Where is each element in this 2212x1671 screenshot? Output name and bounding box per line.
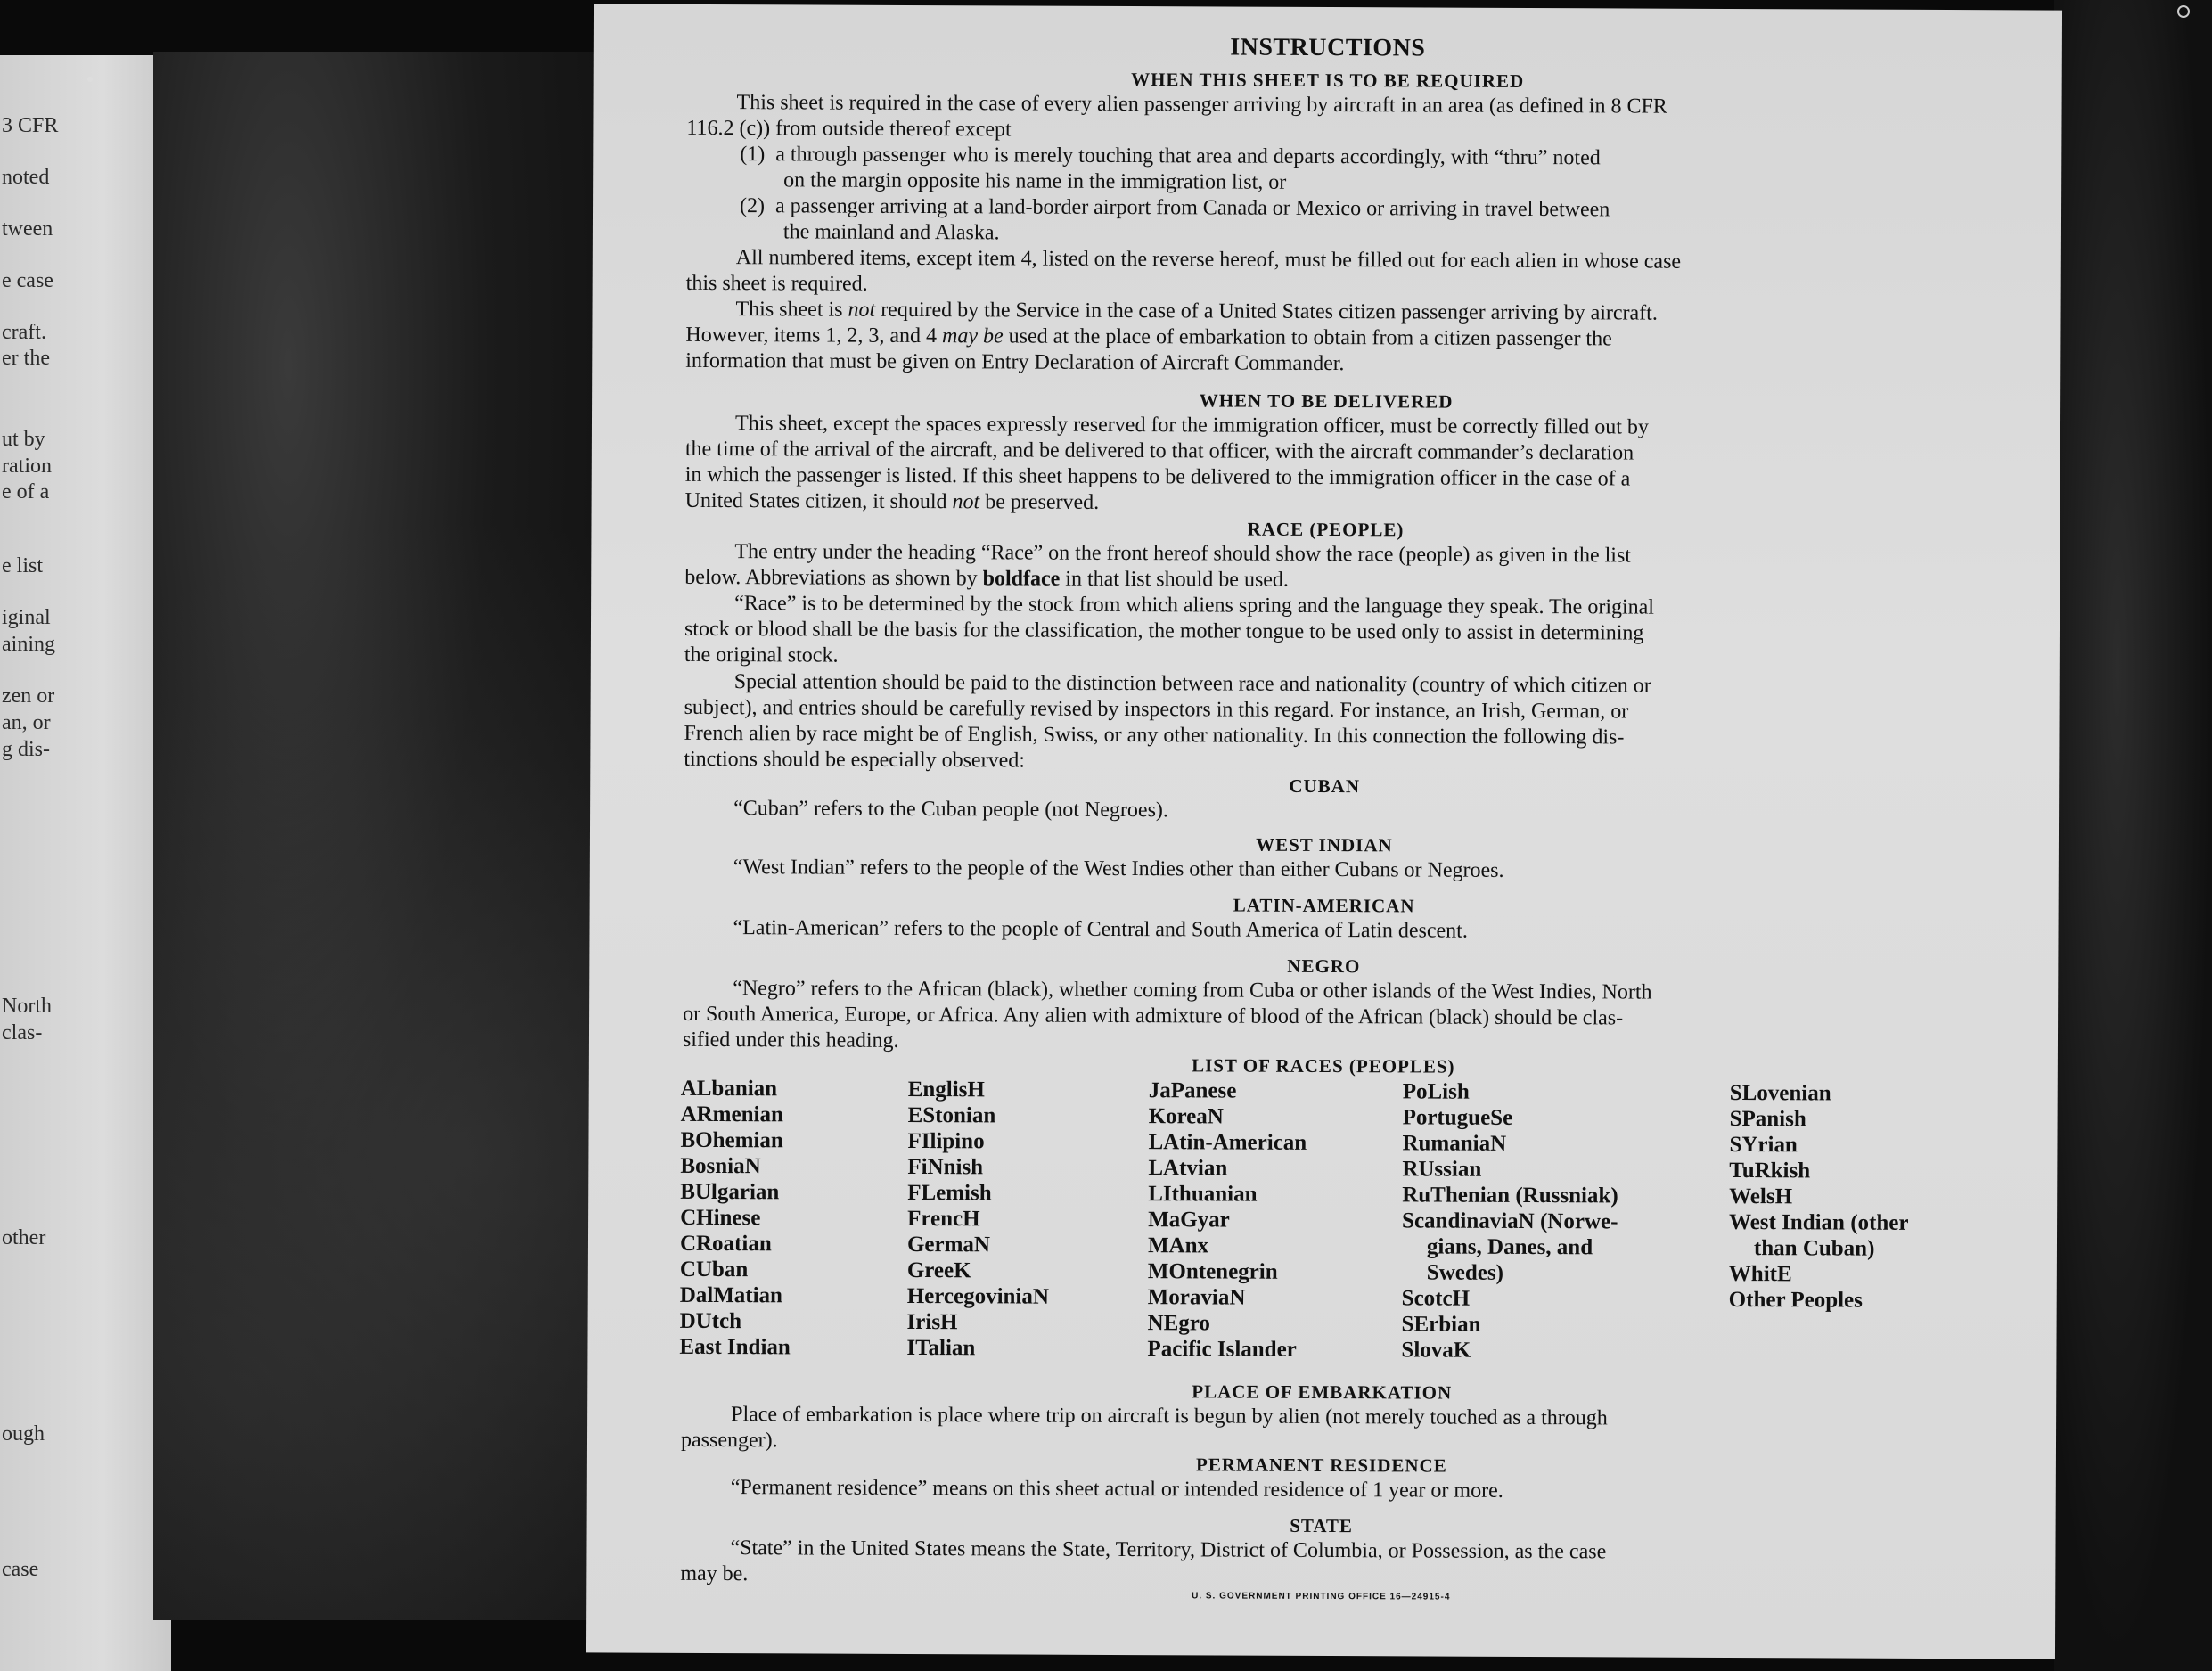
paragraph-negro	[683, 976, 1979, 1059]
race-list-item: BOhemian	[680, 1127, 783, 1153]
race-list-item: DalMatian	[679, 1282, 783, 1308]
heading-latin-american: LATIN-AMERICAN	[1233, 894, 1415, 917]
race-list-item: FiNnish	[907, 1154, 984, 1180]
race-list-item: JaPanese	[1148, 1078, 1237, 1103]
race-list-item: MAnx	[1147, 1233, 1209, 1258]
margin-fragment: other	[2, 1226, 46, 1249]
text-line: All numbered items, except item 4, listed on the reverse hereof, must be filled out for each alien in whose case	[735, 246, 1682, 274]
race-list-item: LAtvian	[1148, 1156, 1228, 1181]
race-list-item: RUssian	[1402, 1157, 1482, 1182]
margin-fragment: noted	[2, 166, 50, 189]
text-span: required by the Service in the case of a United States citizen passenger arriving by aircraft.	[875, 298, 1658, 325]
race-list-item: KoreaN	[1148, 1104, 1224, 1129]
italic-not: not	[952, 490, 980, 514]
race-list-item: Swedes)	[1426, 1260, 1504, 1285]
race-list-item: TuRkish	[1729, 1158, 1811, 1184]
race-list-item: East Indian	[679, 1334, 791, 1360]
race-list-item: IrisH	[906, 1309, 958, 1335]
race-list-item: LIthuanian	[1148, 1182, 1258, 1207]
text-span: United States citizen, it should	[684, 488, 953, 514]
dark-background-right	[2054, 0, 2212, 1671]
race-list-item: HercegoviniaN	[906, 1283, 1050, 1309]
margin-fragment: er the	[2, 347, 50, 370]
margin-fragment: e case	[2, 269, 53, 292]
heading-state: STATE	[1290, 1514, 1354, 1537]
text-line: or South America, Europe, or Africa. Any alien with admixture of blood of the African (black) should be clas-	[683, 1002, 1624, 1030]
paragraph-numbered-items	[686, 245, 1983, 302]
paragraph-race-2	[684, 591, 1981, 674]
paragraph-state	[680, 1536, 1977, 1593]
corner-mark	[2177, 5, 2190, 18]
margin-fragment: tween	[2, 217, 53, 241]
exception-item-2	[740, 193, 1983, 250]
heading-when-delivered: WHEN TO BE DELIVERED	[1199, 389, 1454, 413]
race-list-item: WelsH	[1729, 1184, 1793, 1209]
page-title: INSTRUCTIONS	[1230, 33, 1426, 62]
text-line: passenger).	[680, 1428, 778, 1453]
heading-permanent-residence: PERMANENT RESIDENCE	[1195, 1454, 1447, 1477]
race-list-item: ALbanian	[680, 1076, 778, 1102]
text-line: This sheet is required in the case of every alien passenger arriving by aircraft in an area (as defined in 8 CFR	[736, 91, 1667, 119]
race-list-item: FrencH	[907, 1206, 980, 1232]
text-line: “Negro” refers to the African (black), whether coming from Cuba or other islands of the West Indies, North	[733, 977, 1652, 1004]
race-list-item: MoraviaN	[1147, 1285, 1246, 1310]
margin-fragment: aining	[2, 633, 55, 656]
heading-list-of-races: LIST OF RACES (PEOPLES)	[1192, 1054, 1455, 1077]
race-list-item: MOntenegrin	[1147, 1259, 1278, 1284]
margin-fragment: ut by	[2, 428, 45, 451]
race-list-item: GermaN	[906, 1232, 991, 1257]
race-list-item: FIlipino	[907, 1128, 985, 1154]
margin-fragment: zen or	[2, 684, 55, 708]
race-list-item: SYrian	[1729, 1132, 1798, 1158]
heading-when-required: WHEN THIS SHEET IS TO BE REQUIRED	[1131, 69, 1525, 92]
text-line: on the margin opposite his name in the immigration list, or	[783, 168, 1287, 194]
text-line: “West Indian” refers to the people of the West Indies other than either Cubans or Negroes.	[733, 856, 1504, 882]
text-span: below. Abbreviations as shown by	[684, 565, 983, 591]
margin-fragment: clas-	[2, 1021, 43, 1044]
text-line: in which the passenger is listed. If this sheet happens to be delivered to the immigration officer in the case of a	[684, 463, 1631, 491]
margin-fragment: e list	[2, 554, 43, 577]
margin-fragment: e of a	[2, 480, 50, 504]
heading-negro: NEGRO	[1287, 954, 1361, 978]
race-list-item: SLovenian	[1729, 1080, 1831, 1106]
race-list-item: SPanish	[1729, 1106, 1806, 1132]
exception-item-1	[740, 142, 1983, 199]
race-list-item: ARmenian	[680, 1102, 783, 1127]
race-list-item: RumaniaN	[1402, 1131, 1507, 1156]
text-line: the original stock.	[684, 643, 839, 668]
italic-may-be: may be	[942, 324, 1004, 348]
race-list-item: CRoatian	[679, 1231, 772, 1257]
paragraph-latin-american	[683, 915, 1979, 946]
italic-not: not	[848, 298, 876, 322]
race-list-item: EnglisH	[907, 1077, 985, 1102]
race-list-column-1	[679, 1076, 791, 1361]
text-span: in that list should be used.	[1060, 567, 1290, 592]
text-line: the time of the arrival of the aircraft, and be delivered to that officer, with the aircraft commander’s declaration	[684, 437, 1634, 465]
paragraph-embarkation	[681, 1402, 1978, 1459]
race-list-item: RuThenian (Russniak)	[1402, 1183, 1618, 1208]
text-line: the mainland and Alaska.	[782, 220, 1000, 245]
margin-fragment: ration	[2, 455, 52, 478]
paragraph-citizen	[685, 297, 1982, 380]
adjacent-page-strip	[0, 55, 171, 1671]
heading-place-of-embarkation: PLACE OF EMBARKATION	[1192, 1380, 1453, 1404]
text-line: stock or blood shall be the basis for the classification, the mother tongue to be used only to assist in determining	[684, 617, 1644, 645]
paragraph-required	[686, 90, 1983, 147]
margin-fragment: an, or	[2, 711, 51, 734]
race-list-item: ITalian	[906, 1335, 976, 1361]
text-line: may be.	[680, 1561, 749, 1586]
paragraph-race-1	[684, 539, 1981, 596]
margin-fragment: craft.	[2, 321, 46, 344]
margin-fragment: North	[2, 995, 52, 1018]
race-list-item: LAtin-American	[1148, 1130, 1307, 1155]
text-line: Special attention should be paid to the distinction between race and nationality (country of which citizen or	[733, 670, 1651, 698]
race-list-item: NEgro	[1147, 1311, 1211, 1336]
instructions-page	[586, 4, 2062, 1659]
race-list-item: CUban	[679, 1257, 749, 1282]
race-list-item: West Indian (other	[1729, 1209, 1909, 1235]
paragraph-west-indian	[684, 855, 1980, 886]
text-line: “Latin-American” refers to the people of Central and South America of Latin descent.	[733, 916, 1468, 943]
margin-fragment: case	[2, 1558, 39, 1581]
heading-race: RACE (PEOPLE)	[1247, 518, 1405, 541]
text-line: a passenger arriving at a land-border airport from Canada or Mexico or arriving in travel between	[774, 194, 1610, 222]
race-list-column-5	[1729, 1080, 1910, 1314]
race-list-item: DUtch	[679, 1308, 742, 1334]
race-list-item: BUlgarian	[680, 1179, 780, 1205]
text-line: a through passenger who is merely touching that area and departs accordingly, with “thru” noted	[775, 143, 1601, 170]
paragraph-race-3	[684, 669, 1980, 778]
item-number: (2)	[739, 194, 766, 218]
text-span: This sheet is	[735, 298, 848, 322]
race-list-item: MaGyar	[1148, 1208, 1230, 1233]
race-list-column-2	[906, 1077, 1050, 1362]
race-list-item: CHinese	[680, 1205, 761, 1231]
race-list-item: BosniaN	[680, 1153, 761, 1179]
printing-office-footer: U. S. GOVERNMENT PRINTING OFFICE 16—24915-4	[1192, 1591, 1451, 1602]
text-line: French alien by race might be of English, Swiss, or any other nationality. In this connection the following dis-	[684, 721, 1625, 749]
text-line: “State” in the United States means the State, Territory, District of Columbia, or Possession, as the case	[730, 1536, 1607, 1564]
race-list-item: PortugueSe	[1402, 1105, 1513, 1130]
text-line: subject), and entries should be carefully revised by inspectors in this regard. For instance, an Irish, German, or	[684, 695, 1629, 724]
race-list-column-3	[1147, 1077, 1307, 1363]
race-list-item: SErbian	[1401, 1312, 1481, 1337]
margin-fragment: 3 CFR	[2, 114, 59, 137]
text-line: Place of embarkation is place where trip on aircraft is begun by alien (not merely touched as a through	[731, 1403, 1608, 1430]
margin-fragment: g dis-	[2, 738, 50, 761]
text-line: 116.2 (c)) from outside thereof except	[686, 116, 1012, 142]
race-list-item: SlovaK	[1401, 1338, 1471, 1363]
text-line: information that must be given on Entry Declaration of Aircraft Commander.	[685, 348, 1345, 376]
race-list-item: than Cuban)	[1753, 1236, 1875, 1261]
text-span: used at the place of embarkation to obtain from a citizen passenger the	[1003, 324, 1612, 351]
race-list-item: WhitE	[1728, 1261, 1792, 1287]
race-list-item: ScotcH	[1401, 1286, 1471, 1311]
heading-cuban: CUBAN	[1289, 774, 1361, 798]
text-line: sified under this heading.	[682, 1028, 899, 1053]
text-line: The entry under the heading “Race” on the front hereof should show the race (people) as given in the list	[734, 540, 1632, 568]
margin-fragment: ough	[2, 1422, 45, 1446]
race-list-item: GreeK	[906, 1257, 971, 1283]
race-list-item: gians, Danes, and	[1426, 1234, 1593, 1260]
text-span: be preserved.	[979, 490, 1100, 514]
paragraph-cuban	[684, 796, 1980, 827]
speck	[87, 77, 93, 82]
race-list-item: Other Peoples	[1728, 1287, 1863, 1313]
text-line: tinctions should be especially observed:	[684, 747, 1025, 773]
race-list-item: PoLish	[1402, 1079, 1470, 1104]
race-list-item: Pacific Islander	[1147, 1337, 1297, 1362]
text-span: However, items 1, 2, 3, and 4	[685, 323, 943, 348]
text-line: “Cuban” refers to the Cuban people (not Negroes).	[733, 797, 1168, 823]
dark-background-panel	[153, 52, 603, 1620]
item-number: (1)	[740, 143, 766, 167]
paragraph-delivered	[685, 411, 1982, 520]
paragraph-residence	[681, 1475, 1978, 1506]
margin-fragment: iginal	[2, 606, 51, 629]
race-list-item: FLemish	[907, 1180, 992, 1206]
text-line: This sheet, except the spaces expressly reserved for the immigration officer, must be correctly filled out by	[734, 412, 1649, 439]
heading-west-indian: WEST INDIAN	[1256, 833, 1393, 856]
race-list-item: ScandinaviaN (Norwe-	[1402, 1208, 1618, 1234]
text-line: “Permanent residence” means on this sheet actual or intended residence of 1 year or more.	[730, 1476, 1503, 1503]
bold-boldface: boldface	[982, 567, 1061, 591]
race-list-item: EStonian	[907, 1102, 996, 1128]
text-line: “Race” is to be determined by the stock from which aliens spring and the language they speak. The original	[734, 592, 1655, 619]
text-line: this sheet is required.	[685, 271, 868, 296]
race-list-column-4	[1401, 1078, 1618, 1364]
